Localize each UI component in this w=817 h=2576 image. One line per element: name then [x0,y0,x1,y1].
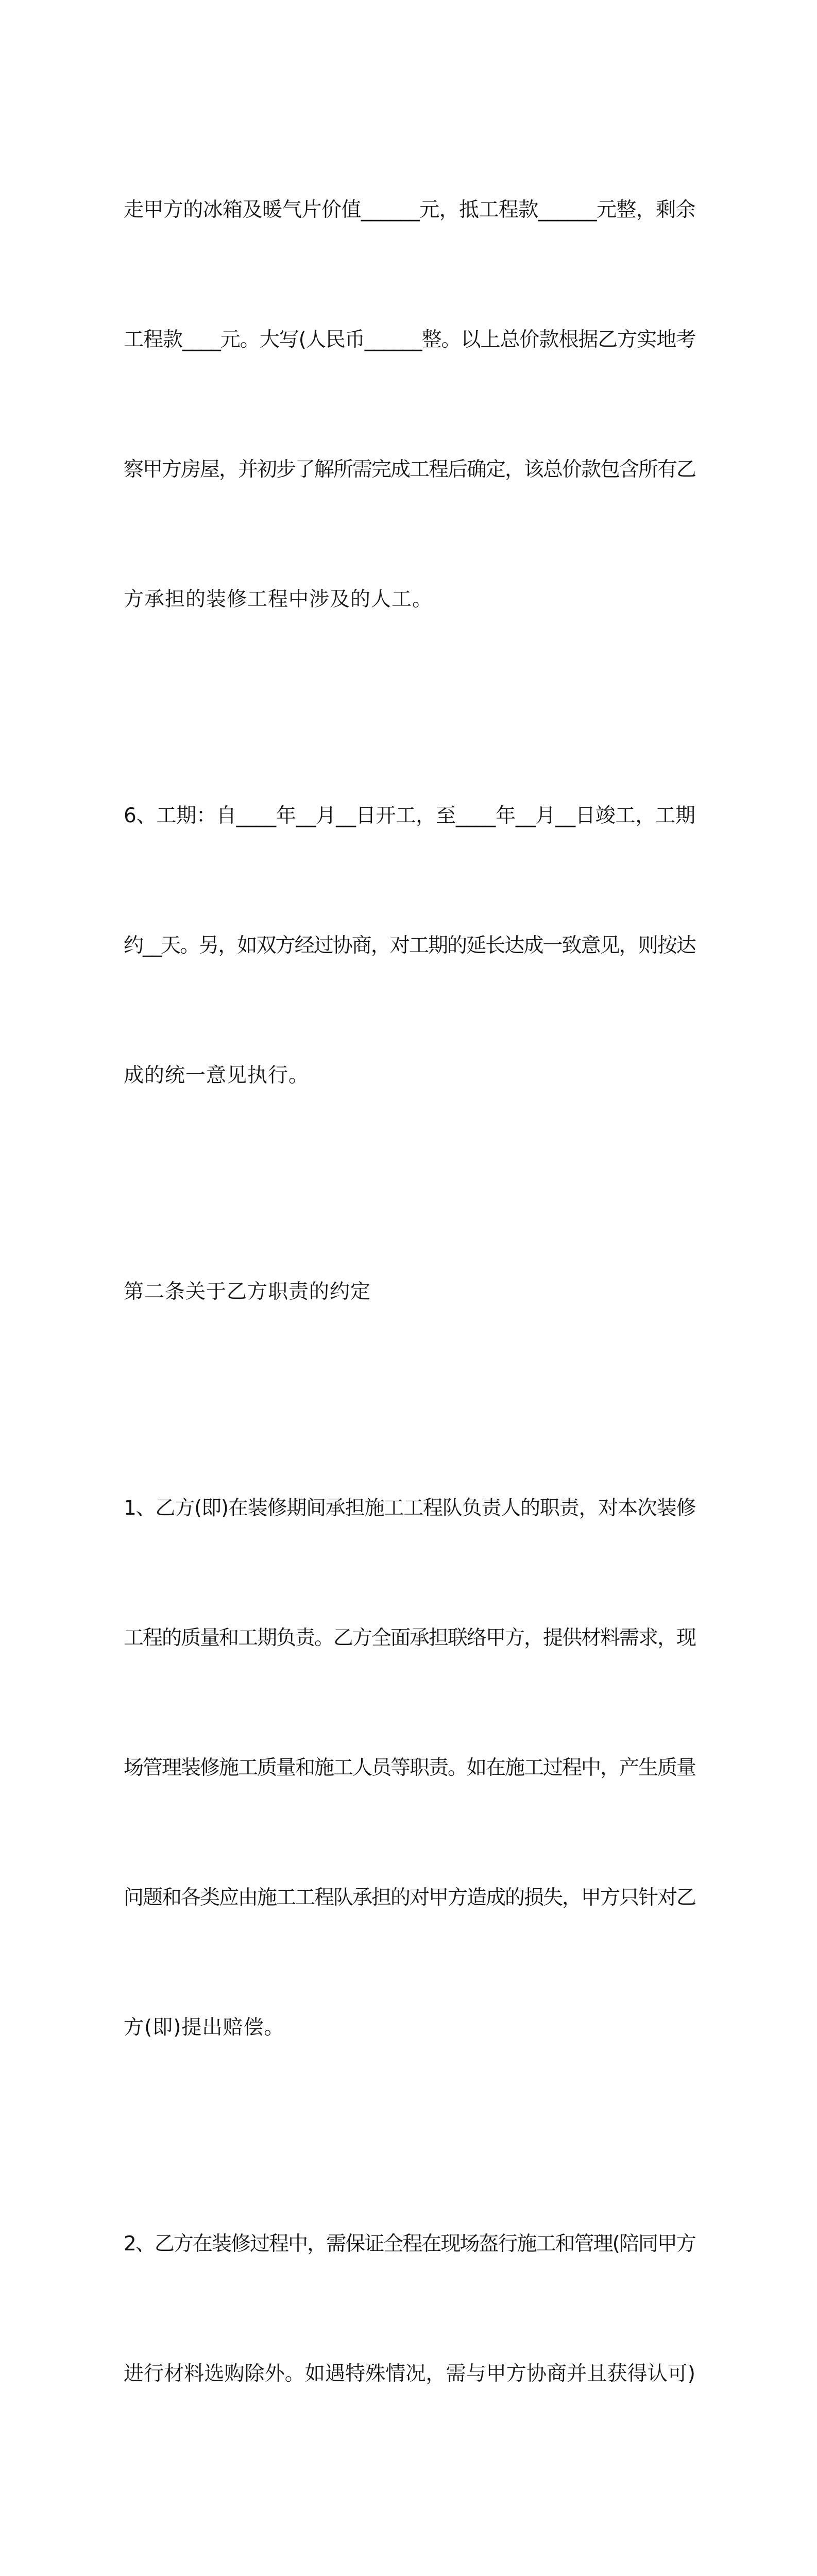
text-line: 1、乙方(即)在装修期间承担施工工程队负责人的职责，对本次装修 [124,1497,696,1520]
text-line: 约__天。另，如双方经过协商，对工期的延长达成一致意见，则按达 [124,934,695,957]
text-line: 2、乙方在装修过程中，需保证全程在现场盔行施工和管理(陪同甲方 [124,2232,695,2256]
text-line: 工程的质量和工期负责。乙方全面承担联络甲方，提供材料需求，现 [124,1626,696,1650]
text-line: 进行材料选购除外。如遇特殊情况，需与甲方协商并且获得认可) [124,2362,696,2385]
text-line [124,2569,695,2576]
text-line: 问题和各类应由施工工程队承担的对甲方造成的损失，甲方只针对乙 [124,1886,696,1909]
paragraph-price-terms [124,102,695,708]
paragraph-article-2-item-1 [124,1400,695,2136]
section-heading-article-2 [124,1184,695,1400]
text-line: 走甲方的冰箱及暖气片价值______元，抵工程款______元整，剩余 [124,198,696,222]
text-line: 方承担的装修工程中涉及的人工。 [124,588,433,611]
paragraph-article-2-item-3 [124,2482,695,2576]
text-line: 工程款____元。大写(人民币______整。以上总价款根据乙方实地考 [124,328,696,351]
paragraph-construction-period [124,708,695,1184]
paragraph-article-2-item-2 [124,2136,695,2482]
section-heading-text: 第二条关于乙方职责的约定 [124,1280,371,1303]
text-line: 方(即)提出赔偿。 [124,2016,285,2039]
text-line: 场管理装修施工质量和施工人员等职责。如在施工过程中，产生质量 [124,1756,696,1780]
text-line: 成的统一意见执行。 [124,1064,310,1087]
document-body [124,102,695,2576]
text-line: 察甲方房屋，并初步了解所需完成工程后确定，该总价款包含所有乙 [124,458,696,481]
text-line: 6、工期：自____年__月__日开工，至____年__月__日竣工，工期 [124,804,695,827]
